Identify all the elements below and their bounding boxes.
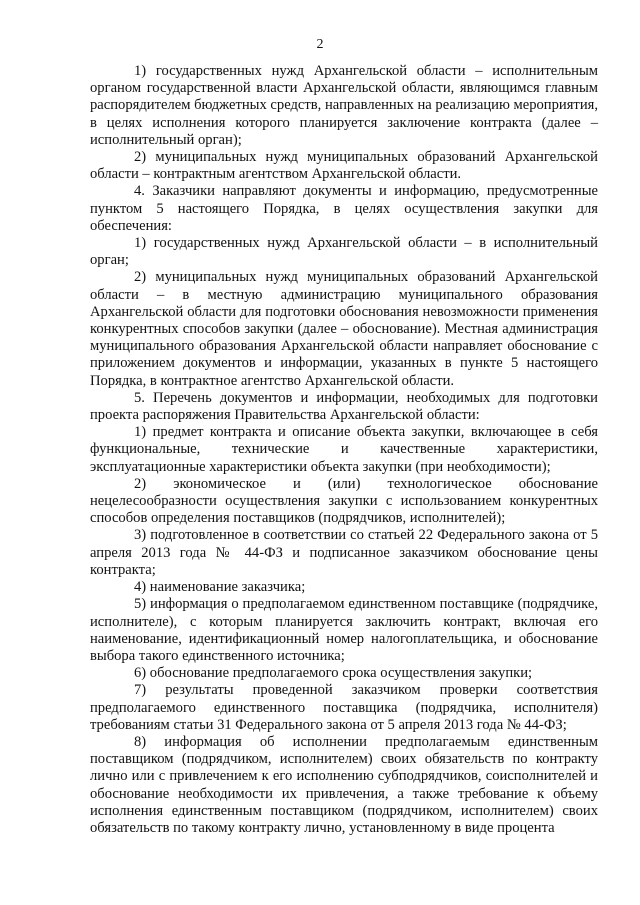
paragraph-item-5: 5. Перечень документов и информации, необходимых для подготовки проекта распоряжения Правительства Архангельской области: <box>90 389 598 424</box>
paragraph-item-5-clause-7: 7) результаты проведенной заказчиком проверки соответствия предполагаемого единственного поставщика (подрядчика, исполнителя) требованиям статьи 31 Федерального закона от 5 апреля 2013 года № 44-ФЗ; <box>90 682 598 733</box>
document-body <box>90 63 598 837</box>
paragraph-clause-2-municipal-needs: 2) муниципальных нужд муниципальных образований Архангельской области – контрактным агентством Архангельской области. <box>90 149 598 183</box>
paragraph-item-5-clause-1: 1) предмет контракта и описание объекта закупки, включающее в себя функциональные, технические и качественные характеристики, эксплуатационные характеристики объекта закупки (при необходимости); <box>90 424 598 475</box>
paragraph-item-5-clause-2: 2) экономическое и (или) технологическое обоснование нецелесообразности осуществления закупки с использованием конкурентных способов определения поставщиков (подрядчиков, исполнителей); <box>90 475 598 527</box>
paragraph-item-4-clause-2: 2) муниципальных нужд муниципальных образований Архангельской области – в местную администрацию муниципального образования Архангельской области для подготовки обоснования невозможности применения конкурентных способов закупки (далее – обоснование). Местная администрация муниципального образования Архангельской области направляет обоснование с приложением документов и информации, указанных в пункте 5 настоящего Порядка, в контрактное агентство Архангельской области. <box>90 269 598 389</box>
paragraph-item-5-clause-8: 8) информация об исполнении предполагаемым единственным поставщиком (подрядчиком, исполнителем) своих обязательств по контракту лично или с привлечением к его исполнению субподрядчиков, соисполнителей и обоснование необходимости их привлечения, а также требование к объему исполнения единственным поставщиком (подрядчиком, исполнителем) своих обязательств по такому контракту лично, установленному в виде процента <box>90 733 598 836</box>
paragraph-item-4-clause-1: 1) государственных нужд Архангельской области – в исполнительный орган; <box>90 235 598 269</box>
paragraph-item-5-clause-5: 5) информация о предполагаемом единственном поставщике (подрядчике, исполнителе), с которым планируется заключить контракт, включая его наименование, идентификационный номер налогоплательщика, и обоснование выбора такого единственного источника; <box>90 596 598 664</box>
page-number: 2 <box>316 37 324 52</box>
paragraph-item-5-clause-6: 6) обоснование предполагаемого срока осуществления закупки; <box>134 665 533 682</box>
paragraph-clause-1-state-needs: 1) государственных нужд Архангельской области – исполнительным органом государственной власти Архангельской области, являющимся главным распорядителем бюджетных средств, направленных на реализацию мероприятия, в целях исполнения которого планируется заключение контракта (далее – исполнительный орган); <box>90 63 598 148</box>
paragraph-item-5-clause-4: 4) наименование заказчика; <box>134 579 306 596</box>
paragraph-item-4: 4. Заказчики направляют документы и информацию, предусмотренные пунктом 5 настоящего Порядка, в целях осуществления закупки для обеспечения: <box>90 183 598 234</box>
paragraph-item-5-clause-3: 3) подготовленное в соответствии со статьей 22 Федерального закона от 5 апреля 2013 года № 44-ФЗ и подписанное заказчиком обоснование цены контракта; <box>90 527 598 578</box>
